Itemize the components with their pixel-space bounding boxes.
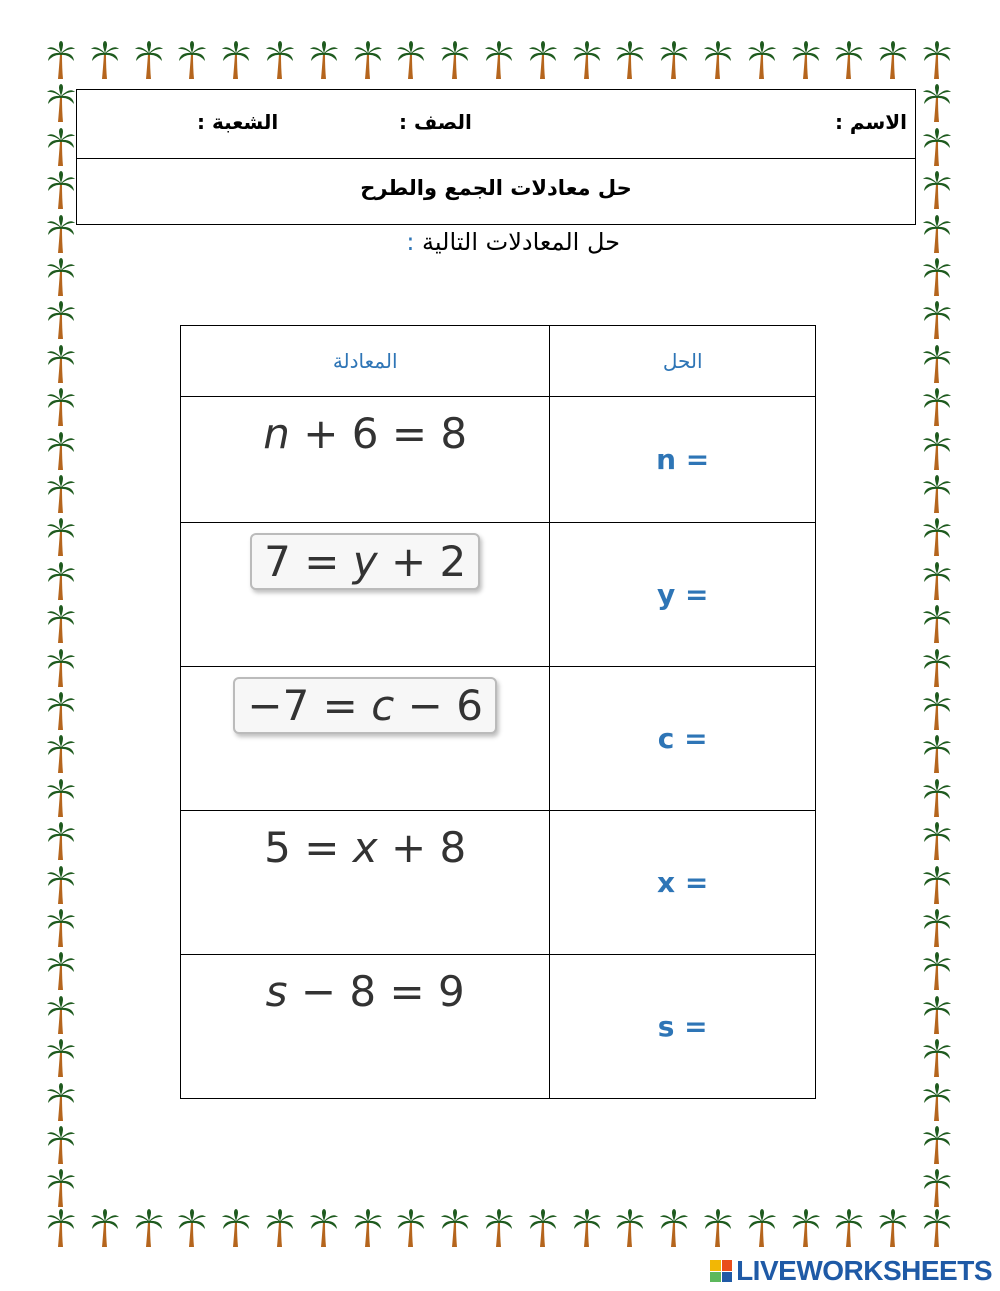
table-row [181,667,816,811]
palm-tree-icon [134,1208,164,1248]
equation-variable: s [265,967,288,1016]
palm-tree-icon [659,40,689,80]
equation-3 [233,677,497,734]
palm-tree-icon [922,1208,952,1248]
palm-tree-icon [353,40,383,80]
palm-tree-icon [834,1208,864,1248]
palm-tree-icon [922,517,952,557]
palm-tree-icon [922,778,952,818]
palm-tree-icon [353,1208,383,1248]
palm-tree-icon [265,40,295,80]
palm-tree-icon [46,865,76,905]
palm-tree-icon [922,604,952,644]
equation-text: −7 = [247,681,372,730]
palm-tree-icon [922,300,952,340]
palm-tree-icon [46,951,76,991]
palm-tree-icon [90,1208,120,1248]
title-row [77,158,915,224]
worksheet-title: حل معادلات الجمع والطرح [360,176,632,200]
palm-tree-icon [922,821,952,861]
table-row [181,955,816,1099]
name-label: الاسم : [834,110,907,134]
palm-tree-icon [834,40,864,80]
palm-tree-icon [922,387,952,427]
palm-tree-icon [396,40,426,80]
palm-tree-icon [90,40,120,80]
palm-tree-icon [46,1168,76,1208]
palm-tree-icon [134,40,164,80]
table-header-row [181,326,816,397]
palm-tree-icon [265,1208,295,1248]
palm-tree-icon [46,1125,76,1165]
palm-tree-icon [922,951,952,991]
answer-field-y[interactable]: y = [550,523,816,667]
palm-tree-icon [922,83,952,123]
answer-field-c[interactable]: c = [550,667,816,811]
equation-cell [181,811,550,955]
palm-tree-icon [46,257,76,297]
palm-tree-icon [46,821,76,861]
equation-variable: n [263,409,290,458]
palm-tree-icon [878,40,908,80]
instruction-colon: : [406,228,423,256]
palm-tree-icon [791,1208,821,1248]
equation-cell [181,667,550,811]
palm-tree-icon [659,1208,689,1248]
palm-tree-icon [922,127,952,167]
equation-2 [250,533,480,590]
equation-cell [181,955,550,1099]
palm-tree-icon [177,40,207,80]
palm-tree-icon [46,1208,76,1248]
palm-tree-icon [46,214,76,254]
palm-tree-icon [46,170,76,210]
palm-tree-icon [922,344,952,384]
instruction-text: حل المعادلات التالية [422,228,620,256]
palm-tree-icon [46,517,76,557]
palm-tree-icon [922,908,952,948]
table-row [181,811,816,955]
equation-text: + 8 [377,823,467,872]
equation-text: 7 = [264,537,353,586]
palm-tree-icon [615,1208,645,1248]
palm-tree-icon [46,778,76,818]
palm-tree-icon [46,83,76,123]
equation-text: + 2 [377,537,467,586]
equation-1 [251,407,479,460]
palm-tree-icon [572,1208,602,1248]
palm-tree-icon [46,300,76,340]
student-info-row [77,90,915,159]
palm-tree-icon [528,1208,558,1248]
equation-cell [181,397,550,523]
palm-tree-icon [221,40,251,80]
table-row [181,397,816,523]
palm-tree-icon [309,1208,339,1248]
section-label: الشعبة : [197,110,279,134]
palm-tree-icon [922,1168,952,1208]
palm-tree-icon [703,1208,733,1248]
palm-tree-icon [922,648,952,688]
palm-tree-icon [922,431,952,471]
palm-tree-icon [922,214,952,254]
liveworksheets-logo-icon [710,1260,732,1282]
palm-tree-icon [46,648,76,688]
palm-tree-icon [46,561,76,601]
palm-tree-icon [396,1208,426,1248]
solution-header: الحل [550,326,816,397]
palm-tree-icon [791,40,821,80]
brand-text: LIVEWORKSHEETS [736,1255,992,1286]
equation-text: − 6 [394,681,483,730]
equation-header: المعادلة [181,326,550,397]
palm-tree-icon [922,561,952,601]
palm-tree-icon [922,691,952,731]
header-box [76,89,916,225]
palm-tree-icon [922,1125,952,1165]
equation-4 [252,821,478,874]
palm-tree-icon [46,995,76,1035]
palm-tree-icon [922,865,952,905]
palm-tree-icon [922,474,952,514]
palm-tree-icon [309,40,339,80]
palm-tree-icon [46,734,76,774]
palm-tree-icon [922,257,952,297]
palm-tree-icon [46,1082,76,1122]
palm-tree-icon [528,40,558,80]
palm-tree-icon [46,474,76,514]
palm-tree-icon [46,127,76,167]
answer-field-n[interactable]: n = [550,397,816,523]
palm-tree-icon [922,170,952,210]
palm-tree-icon [46,431,76,471]
palm-tree-icon [615,40,645,80]
answer-field-s[interactable]: s = [550,955,816,1099]
palm-tree-icon [922,995,952,1035]
palm-tree-icon [440,1208,470,1248]
equation-5 [254,965,477,1018]
palm-tree-icon [484,40,514,80]
palm-tree-icon [46,387,76,427]
palm-tree-icon [922,1082,952,1122]
equation-variable: c [371,681,395,730]
palm-tree-icon [46,1038,76,1078]
palm-tree-icon [177,1208,207,1248]
equation-variable: y [352,537,378,586]
equation-text: − 8 = 9 [287,967,465,1016]
table-row [181,523,816,667]
palm-tree-icon [46,344,76,384]
palm-tree-icon [484,1208,514,1248]
palm-tree-icon [703,40,733,80]
palm-tree-icon [440,40,470,80]
palm-tree-icon [46,40,76,80]
palm-tree-icon [572,40,602,80]
equation-text: 5 = [264,823,353,872]
palm-tree-icon [46,691,76,731]
palm-tree-icon [221,1208,251,1248]
palm-tree-icon [46,908,76,948]
palm-tree-icon [878,1208,908,1248]
equation-cell [181,523,550,667]
equation-text: + 6 = 8 [289,409,468,458]
palm-tree-icon [922,1038,952,1078]
palm-tree-icon [747,1208,777,1248]
palm-tree-icon [922,40,952,80]
palm-tree-icon [747,40,777,80]
class-label: الصف : [399,110,472,134]
equations-table [180,325,816,1099]
palm-tree-icon [922,734,952,774]
instruction [300,228,620,256]
palm-tree-icon [46,604,76,644]
equation-variable: x [352,823,378,872]
liveworksheets-brand[interactable] [710,1255,992,1287]
answer-field-x[interactable]: x = [550,811,816,955]
